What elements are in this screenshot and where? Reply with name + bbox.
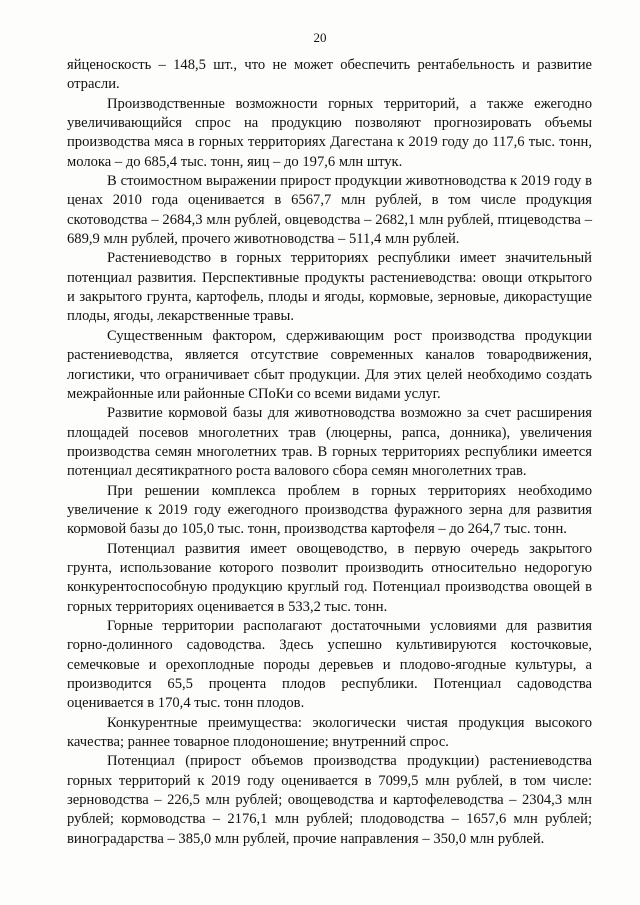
paragraph-egg-production: яйценоскость – 148,5 шт., что не может обеспечить рентабельность и развитие отрасли. <box>67 57 592 93</box>
paragraph-production-forecast: Производственные возможности горных территорий, а также ежегодно увеличивающийся спрос на продукцию позволяют прогнозировать объемы производства мяса в горных территориях Дагестана к 2019 году до 117,6 тыс. тонн, молока – до 685,4 тыс. тонн, яиц – до 197,6 млн штук. <box>67 95 592 170</box>
paragraph-fodder-base: Развитие кормовой базы для животноводства возможно за счет расширения площадей посевов многолетних трав (люцерны, рапса, донника), увеличения производства семян многолетних трав. В горных территориях республики имеется потенциал десятикратного роста валового сбора семян многолетних трав. <box>67 405 592 480</box>
paragraph-horticulture: Горные территории располагают достаточными условиями для развития горно-долинного садоводства. Здесь успешно культивируются косточковые, семечковые и орехоплодные породы деревьев и плодово-ягодные культуры, а производится 65,5 процента плодов республики. Потенциал садоводства оценивается в 170,4 тыс. тонн плодов. <box>67 617 592 712</box>
body-text <box>67 56 592 849</box>
paragraph-distribution-channels: Существенным фактором, сдерживающим рост производства продукции растениеводства, является отсутствие современных каналов товародвижения, логистики, что ограничивает сбыт продукции. Для этих целей необходимо создать межрайонные или районные СПоКи со всеми видами услуг. <box>67 327 592 402</box>
paragraph-competitive-advantages: Конкурентные преимущества: экологически чистая продукция высокого качества; раннее товарное плодоношение; внутренний спрос. <box>67 714 592 751</box>
paragraph-vegetables: Потенциал развития имеет овощеводство, в первую очередь закрытого грунта, использование которого позволит производить относительно недорогую конкурентоспособную продукцию круглый год. Потенциал производства овощей в горных территориях оценивается в 533,2 тыс. тонн. <box>67 540 592 615</box>
paragraph-crop-potential: Растениеводство в горных территориях республики имеет значительный потенциал развития. Перспективные продукты растениеводства: овощи открытого и закрытого грунта, картофель, плоды и ягоды, кормовые, зерновые, дикорастущие плоды, ягоды, лекарственные травы. <box>67 250 592 325</box>
page-number: 20 <box>313 30 327 45</box>
paragraph-crop-value: Потенциал (прирост объемов производства продукции) растениеводства горных территорий к 2019 году оценивается в 7099,5 млн рублей, в том числе: зерноводства – 226,5 млн рублей; овощеводства и картофелеводства – 2304,3 млн рублей; кормоводства – 2176,1 млн рублей; плодоводства – 1657,6 млн рублей; виноградарства – 385,0 млн рублей, прочие направления – 350,0 млн рублей. <box>67 753 592 847</box>
paragraph-grain-potato: При решении комплекса проблем в горных территориях необходимо увеличение к 2019 году ежегодного производства фуражного зерна для развития кормовой базы до 105,0 тыс. тонн, производства картофеля – до 264,7 тыс. тонн. <box>67 482 592 538</box>
paragraph-livestock-value: В стоимостном выражении прирост продукции животноводства к 2019 году в ценах 2010 года оценивается в 6567,7 млн рублей, в том числе продукция скотоводства – 2684,3 млн рублей, овцеводства – 2682,1 млн рублей, птицеводства – 689,9 млн рублей, прочего животноводства – 511,4 млн рублей. <box>67 173 592 248</box>
